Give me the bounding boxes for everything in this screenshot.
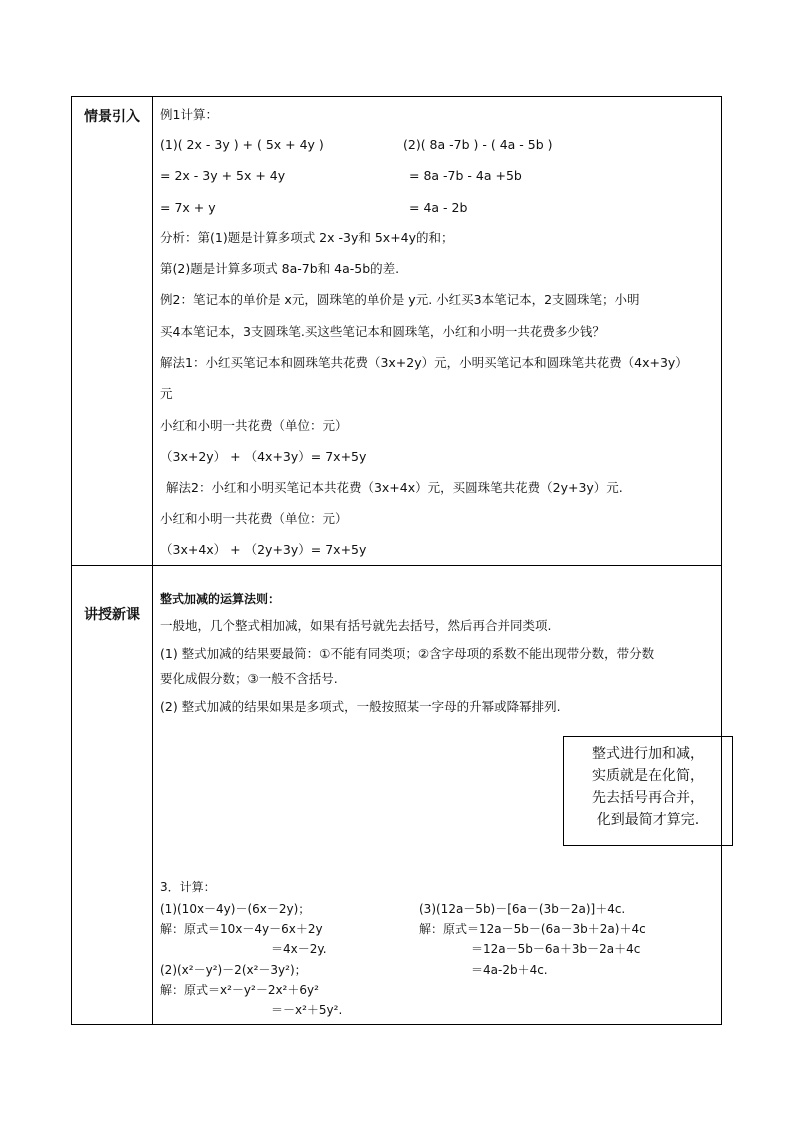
analysis-line1: 分析：第(1)题是计算多项式 2x -3y和 5x+4y的和； [160,230,454,245]
exercise3-q1-result: ＝4x－2y. [271,942,327,956]
exercise3-title: 3．计算： [160,880,216,894]
example1-q1: (1)( 2x - 3y ) + ( 5x + 4y ) [160,137,324,152]
rule-point2: (2) 整式加减的结果如果是多项式，一般按照某一字母的升幂或降幂排列. [160,699,561,714]
rule-text: 一般地，几个整式相加减，如果有括号就先去括号，然后再合并同类项. [160,618,552,633]
section-content-new-lesson [153,566,722,1025]
exercise3-q2-step1: 解：原式＝x²－y²－2x²＋6y² [160,983,319,997]
example2-line1: 例2：笔记本的单价是 x元，圆珠笔的单价是 y元. 小红买3本笔记本，2支圆珠笔；小明 [160,292,640,307]
example1-title: 例1计算： [160,107,218,122]
exercise3-q3: (3)(12a－5b)－[6a－(3b－2a)]＋4c. [419,902,626,916]
solution1-line1: 解法1：小红买笔记本和圆珠笔共花费（3x+2y）元，小明买笔记本和圆珠笔共花费（4x+3y） [160,355,688,370]
note-box: 整式进行加和减， 实质就是在化简， 先去括号再合并， 化到最简才算完. [563,736,733,846]
solution2-line1: 解法2：小红和小明买笔记本共花费（3x+4x）元，买圆珠笔共花费（2y+3y）元. [166,480,623,495]
rule-point1-line1: (1) 整式加减的结果要最简：①不能有同类项；②含字母项的系数不能出现带分数，带分数 [160,646,655,661]
exercise3-q1-step1: 解：原式＝10x－4y－6x＋2y [160,922,323,936]
solution1-line2: 元 [160,386,173,401]
section-scenario [72,97,722,566]
example1-q2: (2)( 8a -7b ) - ( 4a - 5b ) [403,137,553,152]
exercise3-q2: (2)(x²－y²)－2(x²－3y²)； [160,963,307,977]
example1-q1-step1: = 2x - 3y + 5x + 4y [160,168,286,183]
exercise3-q3-step1: 解：原式＝12a－5b－(6a－3b＋2a)＋4c [419,922,646,936]
solution1-total-expr: （3x+2y） + （4x+3y）= 7x+5y [160,449,367,464]
rule-heading: 整式加减的运算法则： [160,592,281,606]
solution2-total-label: 小红和小明一共花费（单位：元） [160,511,348,526]
example2-line2: 买4本笔记本，3支圆珠笔.买这些笔记本和圆珠笔，小红和小明一共花费多少钱？ [160,324,605,339]
analysis-line2: 第(2)题是计算多项式 8a-7b和 4a-5b的差. [160,261,400,276]
exercise3-q2-result: ＝－x²＋5y². [271,1003,343,1017]
section-content-scenario [153,97,722,566]
exercise3-q1: (1)(10x－4y)－(6x－2y)； [160,902,311,916]
solution1-total-label: 小红和小明一共花费（单位：元） [160,418,348,433]
exercise3-q3-step2: ＝12a－5b－6a＋3b－2a＋4c [471,942,641,956]
section-new-lesson [72,566,722,1025]
example1-q2-result: = 4a - 2b [409,200,468,215]
solution2-total-expr: （3x+4x） + （2y+3y）= 7x+5y [160,542,367,557]
rule-point1-line2: 要化成假分数；③一般不含括号. [160,671,338,686]
section-label-new-lesson: 讲授新课 [72,566,153,1025]
example1-q2-step1: = 8a -7b - 4a +5b [409,168,522,183]
section-label-scenario: 情景引入 [72,97,153,566]
example1-q1-result: = 7x + y [160,200,216,215]
lesson-table [71,96,722,1025]
exercise3-q3-result: ＝4a-2b＋4c. [471,963,548,977]
